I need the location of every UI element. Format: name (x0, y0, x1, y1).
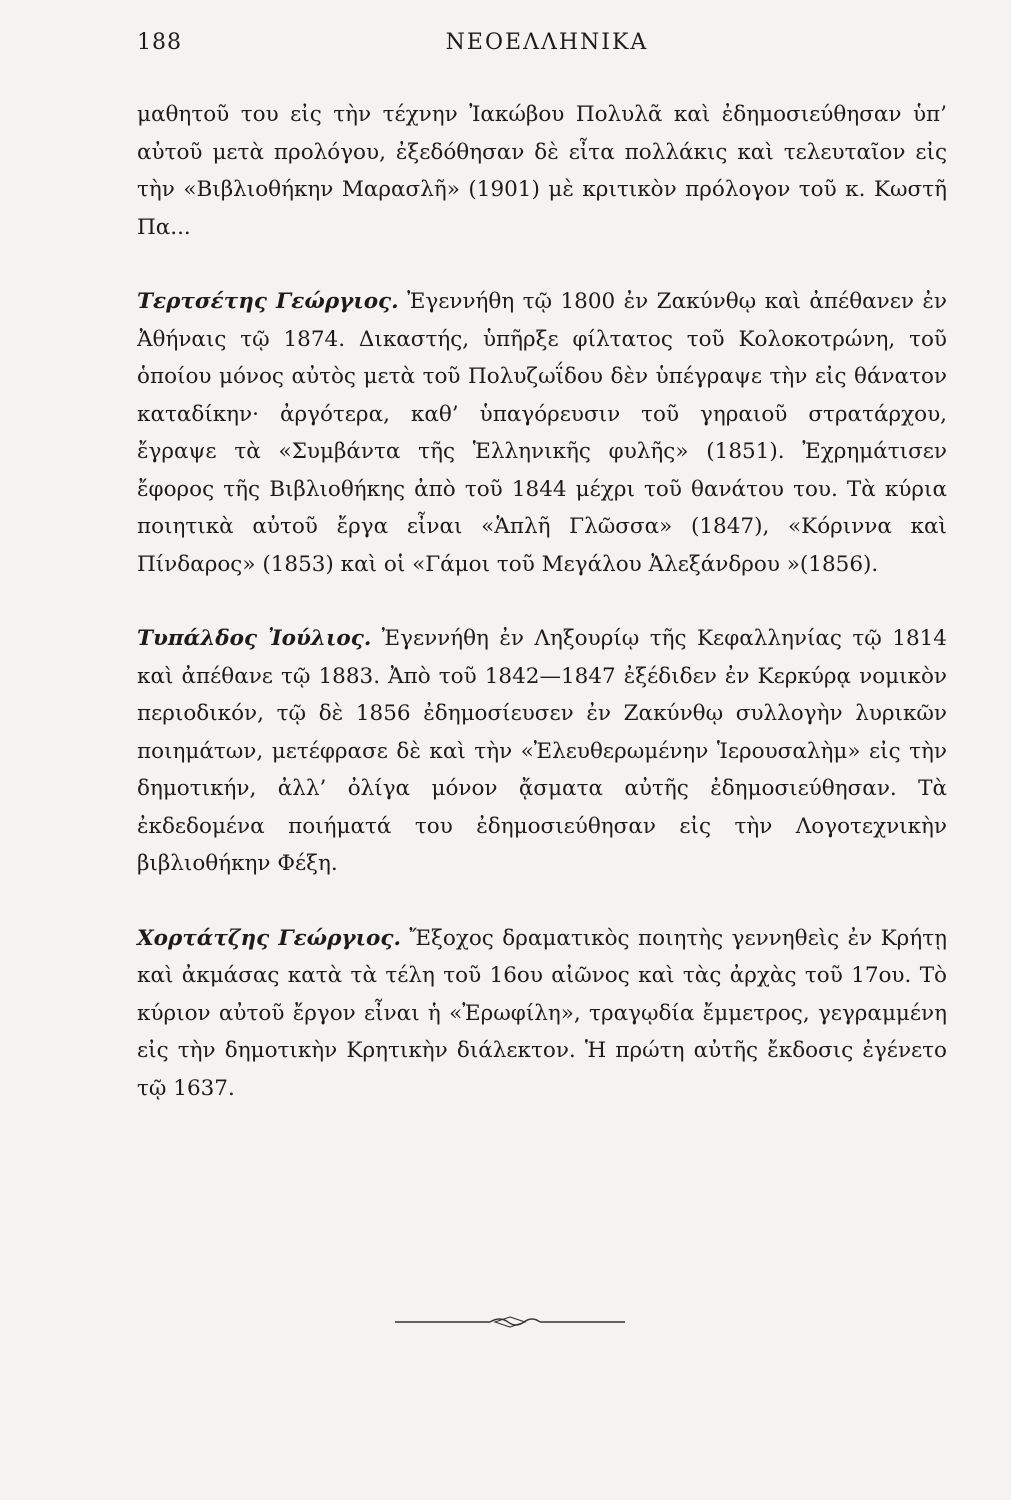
ornamental-rule-icon (395, 1314, 625, 1330)
entry-text: Ἐγεννήθη ἐν Ληξουρίῳ τῆς Κεφαλληνίας τῷ 1814 καὶ ἀπέθανε τῷ 1883. Ἀπὸ τοῦ 1842—1847 ἐξέδιδεν ἐν Κερκύρᾳ νομικὸν περιοδικόν, τῷ δὲ 1856 ἐδημοσίευσεν ἐν Ζακύνθῳ συλλογὴν λυρικῶν ποιημάτων, μετέφρασε δὲ καὶ τὴν «Ἐλευθερωμένην Ἱερουσαλὴμ» εἰς τὴν δημοτικήν, ἀλλ’ ὀλίγα μόνον ᾄσματα αὐτῆς ἐδημοσιεύθησαν. Τὰ ἐκδεδομένα ποιήματά του ἐδημοσιεύθησαν εἰς τὴν Λογοτεχνικὴν βιβλιοθήκην Φέξη. (137, 626, 947, 876)
entry-name: Χορτάτζης Γεώργιος. (137, 925, 401, 951)
entry-name: Τερτσέτης Γεώργιος. (137, 289, 399, 314)
entry-text: Ἐγεννήθη τῷ 1800 ἐν Ζακύνθῳ καὶ ἀπέθανεν ἐν Ἀθήναις τῷ 1874. Δικαστής, ὑπῆρξε φίλτατος τοῦ Κολοκοτρώνη, τοῦ ὁποίου μόνος αὐτὸς μετὰ τοῦ Πολυζωΐδου δὲν ὑπέγραψε τὴν εἰς θάνατον καταδίκην· ἀργότερα, καθ’ ὑπαγόρευσιν τοῦ γηραιοῦ στρατάρχου, ἔγραψε τὰ «Συμβάντα τῆς Ἑλληνικῆς φυλῆς» (1851). Ἐχρημάτισεν ἔφορος τῆς Βιβλιοθήκης ἀπὸ τοῦ 1844 μέχρι τοῦ θανάτου του. Τὰ κύρια ποιητικὰ αὐτοῦ ἔργα εἶναι «Ἁπλῆ Γλῶσσα» (1847), «Κόριννα καὶ Πίνδαρος» (1853) καὶ οἱ «Γάμοι τοῦ Μεγάλου Ἀλεξάνδρου »(1856). (137, 289, 947, 577)
entry-tertsetis (137, 283, 947, 583)
running-title: ΝΕΟΕΛΛΗΝΙΚΑ (445, 30, 649, 55)
entry-text: Ἔξοχος δραματικὸς ποιητὴς γεννηθεὶς ἐν Κρήτῃ καὶ ἀκμάσας κατὰ τὰ τέλη τοῦ 16ου αἰῶνος καὶ τὰς ἀρχὰς τοῦ 17ου. Τὸ κύριον αὐτοῦ ἔργον εἶναι ἡ «Ἐρωφίλη», τραγῳδία ἔμμετρος, γεγραμμένη εἰς τὴν δημοτικὴν Κρητικὴν διάλεκτον. Ἡ πρώτη αὐτῆς ἔκδοσις ἐγένετο τῷ 1637. (137, 925, 947, 1101)
entry-name: Τυπάλδος Ἰούλιος. (137, 626, 372, 651)
body-text (137, 96, 947, 1107)
page-number: 188 (137, 30, 182, 55)
page-header (137, 30, 957, 66)
entry-chortatzis (137, 920, 947, 1108)
entry-typaldos (137, 620, 947, 883)
continuation-paragraph: μαθητοῦ του εἰς τὴν τέχνην Ἰακώβου Πολυλᾶ καὶ ἐδημοσιεύθησαν ὑπ’ αὐτοῦ μετὰ προλόγου, ἐξεδόθησαν δὲ εἶτα πολλάκις καὶ τελευταῖον εἰς τὴν «Βιβλιοθήκην Μαρασλῆ» (1901) μὲ κριτικὸν πρόλογον τοῦ κ. Κωστῆ Πα... (137, 102, 947, 240)
